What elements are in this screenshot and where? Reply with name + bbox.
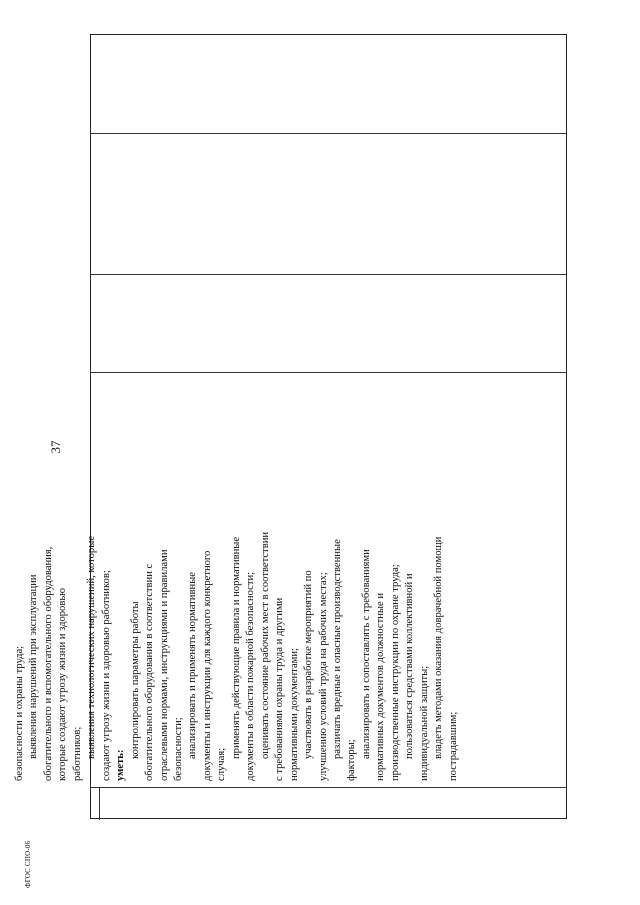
text-line: безопасности; [172, 717, 184, 781]
row-divider [91, 133, 566, 134]
text-line: документы в области пожарной безопасности; [245, 571, 257, 781]
text-line: различать вредные и опасные производственные [331, 539, 343, 759]
text-line: участвовать в разработке мероприятий по [303, 570, 315, 759]
text-line: пользоваться средствами коллективной и [404, 573, 416, 759]
text-line: применять действующие правила и нормативные [230, 536, 242, 759]
text-line: владеть методами оказания доврачебной помощи [433, 536, 445, 759]
text-line: контролировать параметры работы [129, 601, 141, 759]
text-line: индивидуальной защиты; [418, 665, 430, 781]
text-line: пострадавшим; [447, 711, 459, 781]
requirements-text [13, 470, 475, 785]
text-line: документы и инструкции для каждого конкретного [201, 550, 213, 781]
text-line: улучшению условий труда на рабочих местах; [317, 572, 329, 781]
page-number: 37 [48, 440, 63, 454]
row-divider [91, 274, 566, 275]
text-line: обогатительного и вспомогательного оборудования, [42, 546, 54, 781]
text-line: выявления нарушений при эксплуатации [28, 574, 40, 759]
row-divider [91, 372, 566, 373]
text-line: выявления технологических нарушений, которые [86, 535, 98, 759]
text-line: факторы; [346, 739, 358, 781]
text-line: обогатительного оборудования в соответствии с [144, 563, 156, 781]
text-line: безопасности и охраны труда; [14, 645, 25, 781]
text-line: анализировать и сопоставлять с требованиями [360, 549, 372, 759]
footer-code: ФГОС СПО-06 [24, 840, 32, 888]
row-divider [91, 787, 566, 788]
text-line: нормативных документов должностные и [375, 592, 387, 781]
text-line: работников; [71, 726, 83, 781]
text-line: оценивать состояние рабочих мест в соответствии [259, 531, 271, 759]
requirements-text-cell [13, 470, 475, 785]
text-line: с требованиями охраны труда и другими [274, 597, 286, 781]
column-divider [99, 787, 100, 820]
text-line: которые создают угрозу жизни и здоровью [57, 587, 69, 781]
text-line: анализировать и применять нормативные [187, 572, 199, 759]
text-line: отраслевыми нормами, инструкциями и правилами [158, 549, 170, 781]
text-line: создают угрозу жизни и здоровью работников; [100, 570, 112, 781]
text-line: случая; [216, 747, 228, 781]
text-line: уметь: [115, 749, 127, 781]
text-line: производственные инструкции по охране труда; [389, 564, 401, 781]
text-line: нормативными документами; [288, 648, 300, 781]
